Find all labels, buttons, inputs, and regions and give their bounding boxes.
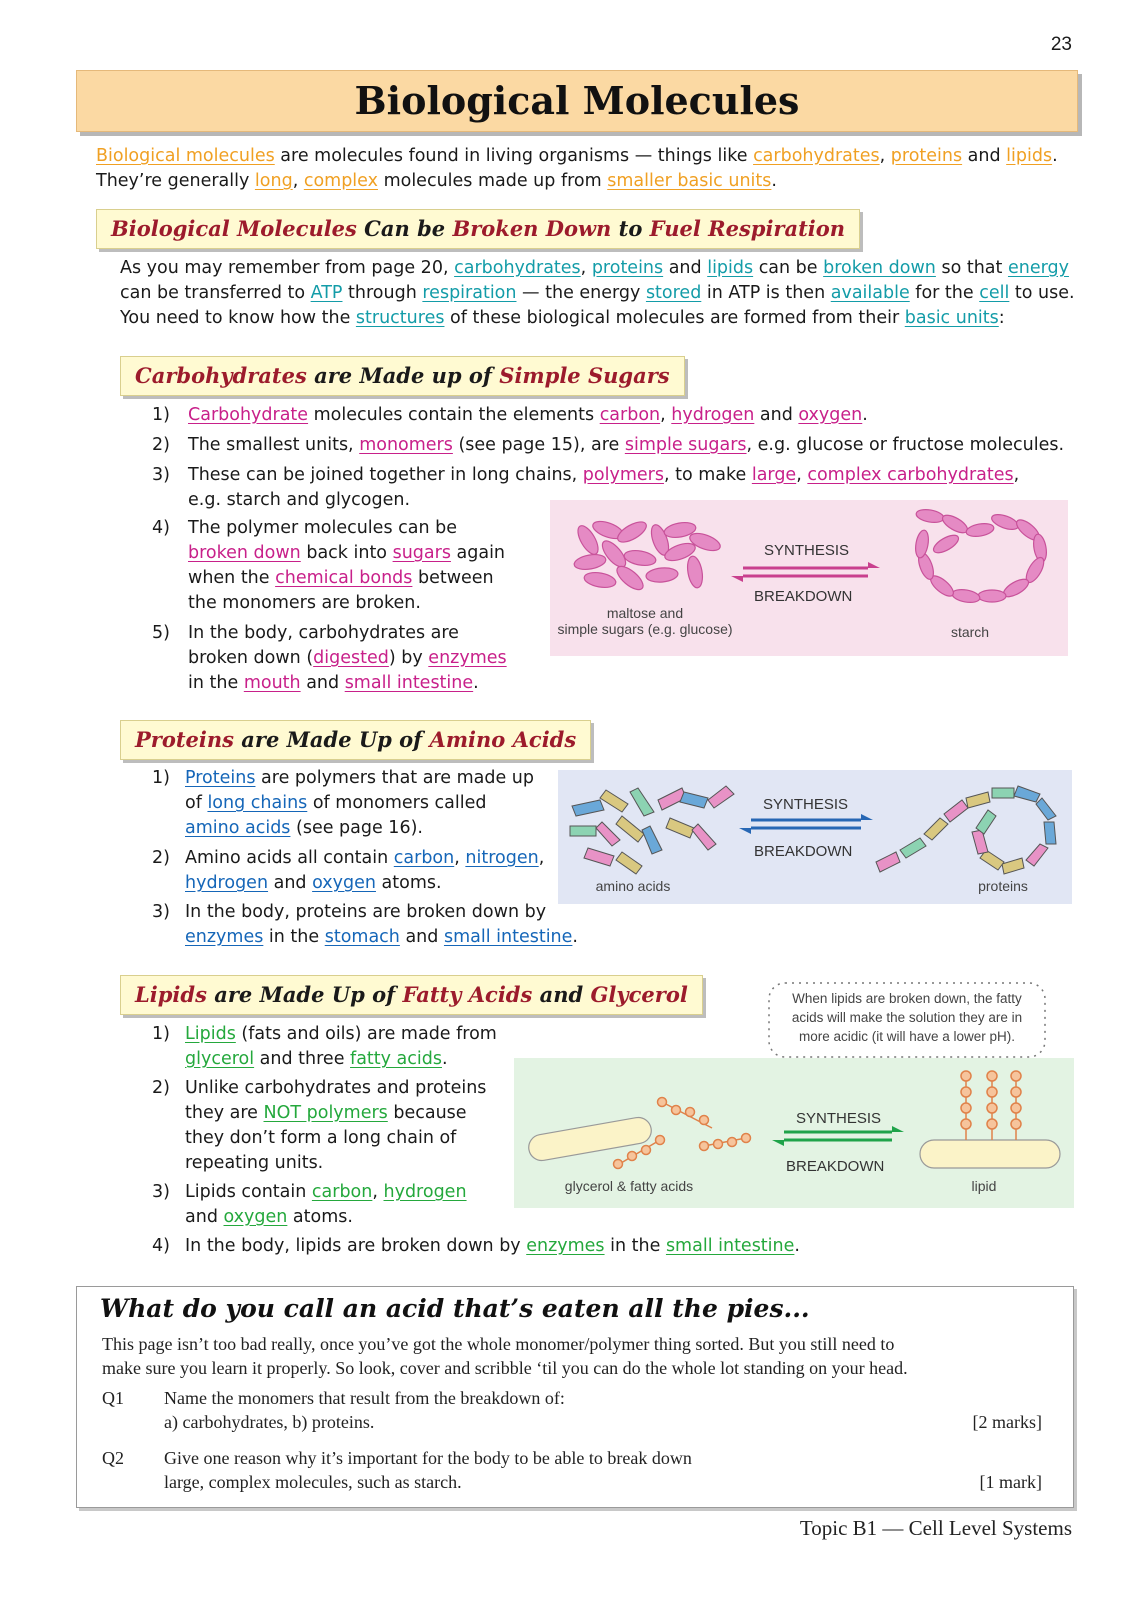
text: (see page 15), are (452, 435, 625, 455)
item-number: 1) (152, 1024, 170, 1044)
text: , (796, 465, 808, 485)
text: of monomers called (307, 793, 487, 813)
kw: small intestine (443, 927, 573, 947)
text: . (473, 673, 479, 693)
kw: available (830, 283, 910, 303)
kw: carbohydrates (454, 258, 581, 278)
heading-part: Biological Molecules (111, 216, 357, 241)
text: — the energy (516, 283, 646, 303)
item-number: 3) (152, 1182, 170, 1202)
text: can be (753, 258, 824, 278)
question-number: Q1 (102, 1388, 124, 1408)
kw: enzymes (185, 927, 264, 947)
maltose-label (550, 605, 740, 637)
kw-carbohydrates: carbohydrates (753, 146, 880, 166)
text: acids will make the solution they are in (791, 1010, 1023, 1025)
text: and three (254, 1049, 351, 1069)
text: to use. (1009, 283, 1075, 303)
text: , (879, 146, 891, 166)
text: . (1052, 146, 1058, 166)
item-number: 2) (152, 435, 170, 455)
kw: long chains (207, 793, 308, 813)
heading-part: Lipids (135, 982, 207, 1007)
text: . (572, 927, 578, 947)
kw: carbon (311, 1182, 373, 1202)
heading-part: Fatty Acids (402, 982, 533, 1007)
heading-part: and (532, 982, 591, 1007)
amino-acids-label: amino acids (595, 878, 671, 894)
item-number: 3) (152, 902, 170, 922)
question-box-title: What do you call an acid that’s eaten all the pies... (100, 1294, 810, 1323)
kw: Lipids (185, 1024, 236, 1044)
text: can be transferred to (120, 283, 311, 303)
text: (see page 16). (290, 818, 423, 838)
text: and (185, 1207, 224, 1227)
text: In the body, carbohydrates are (188, 623, 459, 643)
topic-footer: Topic B1 — Cell Level Systems (799, 1516, 1072, 1540)
question-1 (102, 1386, 1062, 1446)
text: The smallest units, (188, 435, 360, 455)
text: for the (909, 283, 980, 303)
item-number: 2) (152, 1078, 170, 1098)
breakdown-label: BREAKDOWN (786, 1158, 885, 1175)
text: Amino acids all contain (185, 848, 394, 868)
kw: oxygen (223, 1207, 288, 1227)
text: through (342, 283, 423, 303)
heading-part: Fuel Respiration (649, 216, 846, 241)
text: , (292, 171, 304, 191)
kw: carbon (599, 405, 661, 425)
heading-part: are Made Up of (206, 982, 403, 1007)
question-marks: [1 mark] (979, 1472, 1042, 1492)
kw-smaller-basic-units: smaller basic units (607, 171, 772, 191)
kw: small intestine (665, 1236, 795, 1256)
intro-paragraph (96, 144, 1086, 194)
page-title: Biological Molecules (354, 78, 800, 123)
heading-part: Carbohydrates (135, 363, 307, 388)
lipids-list (152, 1022, 852, 1262)
kw: carbon (393, 848, 455, 868)
text: In the body, lipids are broken down by (185, 1236, 527, 1256)
text: again (450, 543, 506, 563)
text: atoms. (375, 873, 442, 893)
heading-part: Amino Acids (429, 727, 577, 752)
kw: mouth (243, 673, 301, 693)
question-text: large, complex molecules, such as starch. (164, 1472, 462, 1492)
text: They’re generally (96, 171, 255, 191)
text: more acidic (it will have a lower pH). (798, 1029, 1016, 1044)
text: back into (300, 543, 393, 563)
section-heading-proteins (120, 720, 591, 760)
text: , to make (663, 465, 752, 485)
kw: large (751, 465, 797, 485)
text: molecules made up from (378, 171, 608, 191)
text: in ATP is then (701, 283, 831, 303)
page-number: 23 (1050, 34, 1072, 55)
heading-part: are Made up of (306, 363, 500, 388)
item-number: 2) (152, 848, 170, 868)
kw: hydrogen (671, 405, 755, 425)
text: When lipids are broken down, the fatty (792, 991, 1022, 1006)
proteins-list (152, 766, 578, 956)
kw-long: long (254, 171, 293, 191)
text: are polymers that are made up (255, 768, 534, 788)
text: because (387, 1103, 467, 1123)
kw-complex: complex (303, 171, 378, 191)
question-box-body (102, 1332, 1062, 1500)
kw: simple sugars (624, 435, 747, 455)
question-2 (102, 1446, 1062, 1500)
item-number: 3) (152, 465, 170, 485)
synthesis-label: SYNTHESIS (764, 542, 850, 559)
text: . (442, 1049, 448, 1069)
text: . (862, 405, 868, 425)
text: repeating units. (185, 1153, 324, 1173)
kw: digested (313, 648, 389, 668)
text: (fats and oils) are made from (235, 1024, 497, 1044)
heading-part: to (611, 216, 650, 241)
text: and (962, 146, 1007, 166)
kw: cell (979, 283, 1010, 303)
section-heading-respiration (96, 209, 860, 249)
kw: sugars (392, 543, 451, 563)
text: molecules contain the elements (308, 405, 600, 425)
kw: stomach (324, 927, 400, 947)
text: simple sugars (e.g. glucose) (557, 621, 733, 637)
text: , (454, 848, 466, 868)
question-marks: [2 marks] (972, 1412, 1042, 1432)
question-text: Give one reason why it’s important for the body to be able to break down (164, 1448, 692, 1468)
starch-label: starch (950, 624, 990, 640)
text: and (663, 258, 708, 278)
heading-part: Can be (356, 216, 453, 241)
text: in the (263, 927, 325, 947)
text: ) by (388, 648, 429, 668)
text: broken down ( (188, 648, 314, 668)
item-number: 5) (152, 623, 170, 643)
text: and (754, 405, 799, 425)
kw: small intestine (344, 673, 474, 693)
text: so that (935, 258, 1008, 278)
text: , e.g. glucose or fructose molecules. (746, 435, 1065, 455)
kw: hydrogen (383, 1182, 467, 1202)
intro-line-2 (96, 169, 1086, 194)
text: In the body, proteins are broken down by (185, 902, 547, 922)
kw: nitrogen (465, 848, 539, 868)
heading-part: Proteins (135, 727, 234, 752)
item-number: 4) (152, 1236, 170, 1256)
text: , (580, 258, 592, 278)
lipid-label: lipid (971, 1178, 997, 1194)
title-banner (76, 70, 1078, 132)
text: and (399, 927, 444, 947)
question-number: Q2 (102, 1448, 124, 1468)
text: This page isn’t too bad really, once you’ve got the whole monomer/polymer thing sorted. But you still need to (102, 1334, 895, 1354)
kw: broken down (823, 258, 936, 278)
text: of these biological molecules are formed from their (444, 308, 905, 328)
item-number: 1) (152, 405, 170, 425)
text: maltose and (606, 605, 684, 621)
text: , (660, 405, 672, 425)
text: and (268, 873, 313, 893)
kw: enzymes (428, 648, 507, 668)
synthesis-label: SYNTHESIS (796, 1110, 882, 1127)
kw: polymers (582, 465, 664, 485)
text: , (538, 848, 545, 868)
kw: enzymes (526, 1236, 605, 1256)
kw: Carbohydrate (188, 405, 309, 425)
text: between (412, 568, 494, 588)
text: . (771, 171, 777, 191)
text: e.g. starch and glycogen. (188, 490, 411, 510)
kw: structures (355, 308, 445, 328)
text: make sure you learn it properly. So look, cover and scribble ‘til you can do the whole lot standing on your head. (102, 1358, 908, 1378)
heading-part: Glycerol (590, 982, 688, 1007)
heading-part: Simple Sugars (499, 363, 670, 388)
synthesis-label: SYNTHESIS (763, 796, 849, 813)
kw: amino acids (185, 818, 291, 838)
kw: complex carbohydrates (807, 465, 1014, 485)
text: the monomers are broken. (188, 593, 421, 613)
kw: monomers (359, 435, 453, 455)
text: You need to know how the (120, 308, 356, 328)
protein-diagram (558, 770, 1072, 904)
kw: respiration (422, 283, 517, 303)
respiration-paragraph (120, 256, 1080, 331)
kw: broken down (188, 543, 301, 563)
heading-part: are Made Up of (234, 727, 430, 752)
kw-biological-molecules: Biological molecules (96, 146, 275, 166)
kw: chemical bonds (275, 568, 413, 588)
text: Lipids contain (185, 1182, 312, 1202)
kw: energy (1007, 258, 1069, 278)
breakdown-label: BREAKDOWN (754, 843, 853, 860)
kw: fatty acids (350, 1049, 442, 1069)
question-parts: a) carbohydrates, b) proteins. (164, 1412, 375, 1432)
text: Unlike carbohydrates and proteins (185, 1078, 487, 1098)
text: As you may remember from page 20, (120, 258, 455, 278)
kw-proteins: proteins (890, 146, 963, 166)
question-text: Name the monomers that result from the breakdown of: (164, 1388, 565, 1408)
text: and (300, 673, 345, 693)
kw: proteins (591, 258, 664, 278)
carbohydrate-diagram (550, 500, 1068, 656)
text: , (1013, 465, 1020, 485)
kw: Proteins (185, 768, 256, 788)
text: are molecules found in living organisms — things like (274, 146, 754, 166)
text: in the (188, 673, 244, 693)
kw: hydrogen (185, 873, 269, 893)
item-number: 1) (152, 768, 170, 788)
item-number: 4) (152, 518, 170, 538)
intro-line-1 (96, 144, 1086, 169)
kw: glycerol (185, 1049, 255, 1069)
text: . (794, 1236, 800, 1256)
text: they are (185, 1103, 264, 1123)
text: they don’t form a long chain of (185, 1128, 457, 1148)
text: These can be joined together in long chains, (188, 465, 583, 485)
kw: basic units (904, 308, 999, 328)
kw: ATP (310, 283, 343, 303)
section-heading-lipids (120, 975, 703, 1015)
text: when the (188, 568, 276, 588)
text: , (372, 1182, 384, 1202)
heading-part: Broken Down (452, 216, 612, 241)
text: of (185, 793, 208, 813)
breakdown-label: BREAKDOWN (754, 588, 853, 605)
text: The polymer molecules can be (188, 518, 457, 538)
kw: oxygen (312, 873, 376, 893)
kw: stored (645, 283, 702, 303)
text: atoms. (287, 1207, 353, 1227)
glycerol-fatty-acids-label: glycerol & fatty acids (564, 1178, 694, 1194)
proteins-label: proteins (978, 878, 1028, 894)
kw: oxygen (798, 405, 863, 425)
text: in the (604, 1236, 666, 1256)
kw: NOT polymers (263, 1103, 388, 1123)
text: : (998, 308, 1005, 328)
kw: lipids (707, 258, 754, 278)
section-heading-carbohydrates (120, 356, 685, 396)
kw-lipids: lipids (1006, 146, 1053, 166)
